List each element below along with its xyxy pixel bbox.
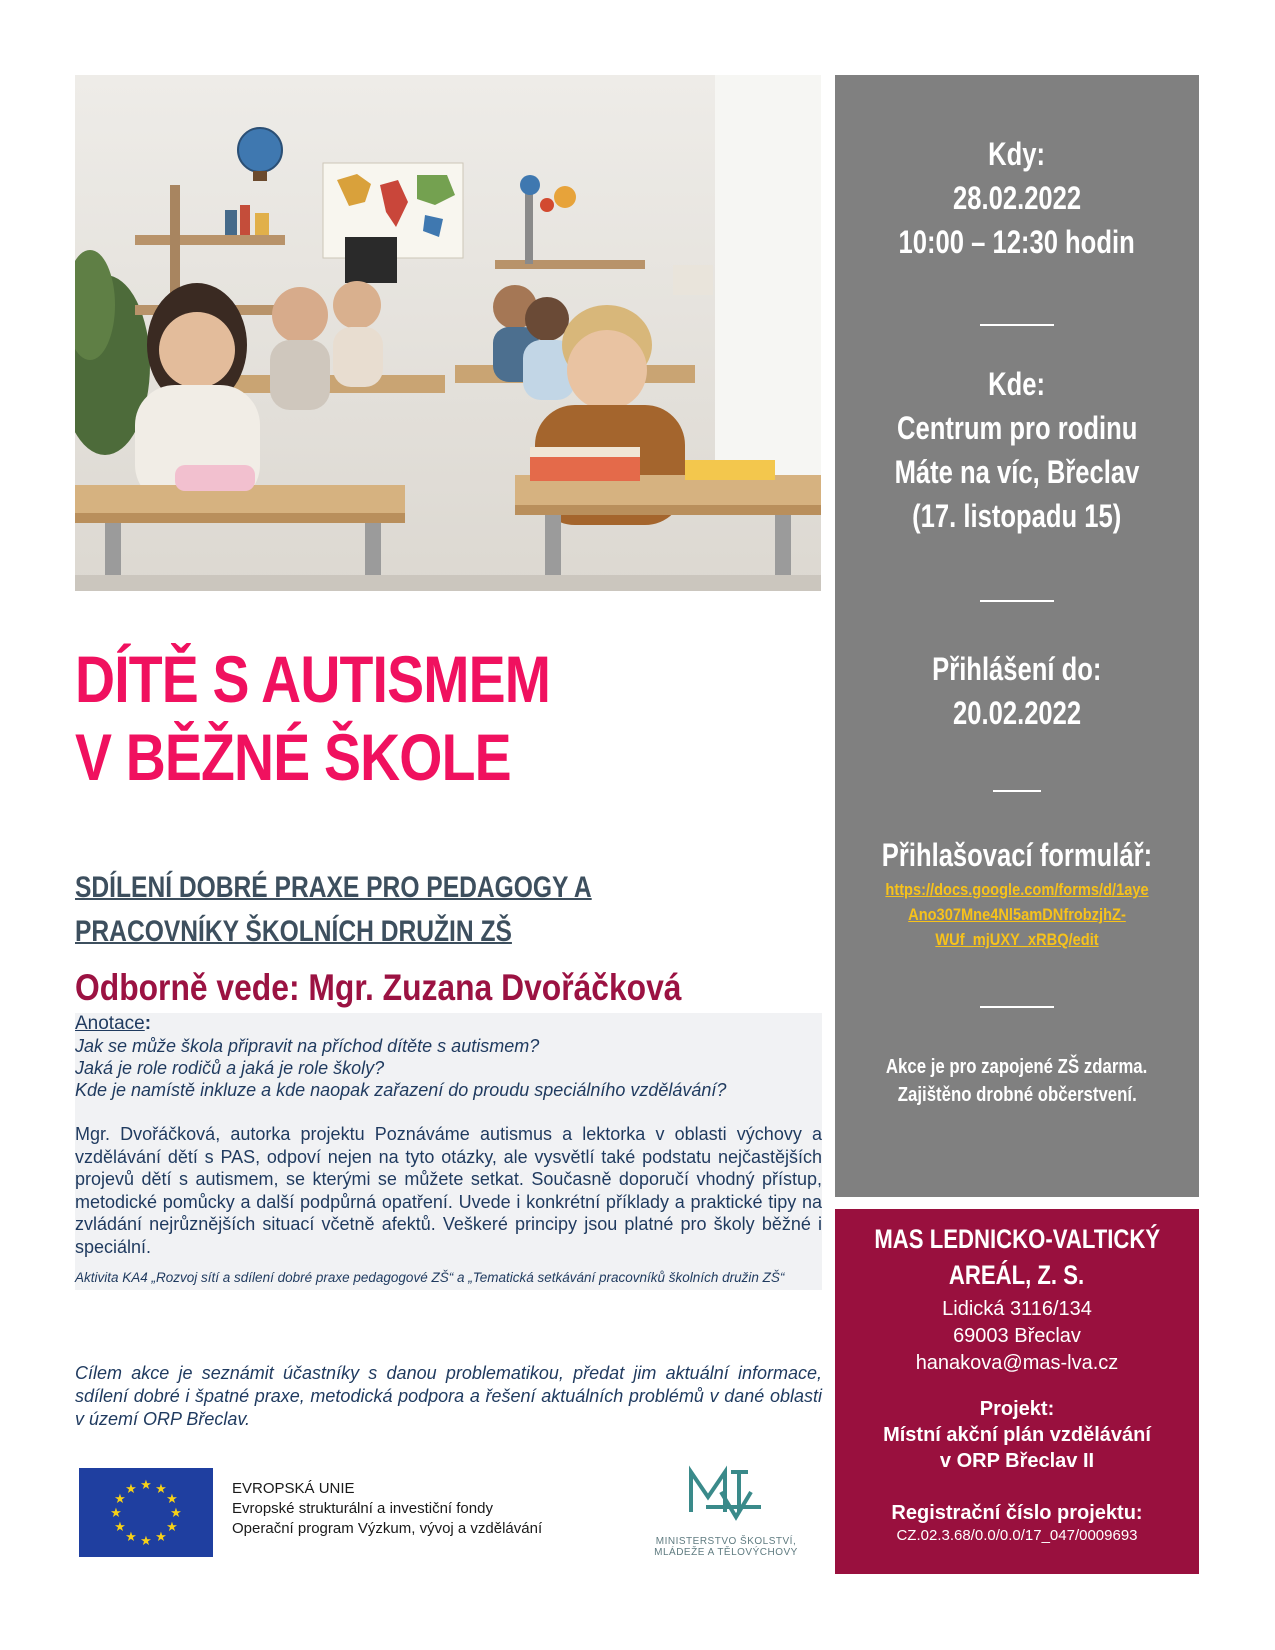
deadline-section — [835, 647, 1199, 735]
msmt-text — [636, 1536, 816, 1558]
when-time: 10:00 – 12:30 hodin — [898, 224, 1136, 260]
form-link-line-1: https://docs.google.com/forms/d/1aye — [885, 880, 1149, 899]
classroom-photo — [75, 75, 821, 591]
address-line-1: Lidická 3116/134 — [942, 1298, 1092, 1320]
registration-form-link[interactable] — [860, 877, 1173, 952]
when-date: 28.02.2022 — [952, 180, 1082, 216]
svg-text:★: ★ — [166, 1520, 178, 1535]
lecturer: Odborně vede: Mgr. Zuzana Dvořáčková — [75, 967, 682, 1008]
address-line-2: 69003 Břeclav — [953, 1325, 1081, 1347]
annotation-body: Mgr. Dvořáčková, autorka projektu Poznáváme autismus a lektorka v oblasti výchovy a vzdělávání dětí s PAS, odpoví nejen na tyto otázky, ale vysvětlí také podstatu nejčastějších projevů dětí s autismem, se kterými se můžete setkat. Současně doporučí vhodný přístup, metodické pomůcky a další podpůrná opatření. Uvede i konkrétní příklady a praktické tipy na zvládání nejrůznějších situací včetně afektů. Veškeré principy jsou platné pro školy běžné i speciální. — [75, 1124, 822, 1257]
reg-number: CZ.02.3.68/0.0/0.0/17_047/0009693 — [896, 1527, 1138, 1544]
eu-line-1: EVROPSKÁ UNIE — [232, 1480, 355, 1497]
subtitle-line-1: SDÍLENÍ DOBRÉ PRAXE PRO PEDAGOGY A — [75, 871, 592, 904]
where-section — [835, 362, 1199, 538]
title-line-2: V BĚŽNÉ ŠKOLE — [75, 720, 511, 794]
where-line-2: Máte na víc, Břeclav — [894, 454, 1140, 490]
annotation-heading-colon: : — [144, 1013, 152, 1034]
annotation-note: Aktivita KA4 „Rozvoj sítí a sdílení dobré praxe pedagogové ZŠ“ a „Tematická setkávání pracovníků školních družin ZŠ“ — [75, 1270, 785, 1285]
event-info-panel — [835, 75, 1199, 1197]
svg-text:★: ★ — [155, 1482, 167, 1497]
msmt-line-2: MLÁDEŽE A TĚLOVÝCHOVY — [654, 1547, 798, 1558]
annotation-box — [75, 1013, 822, 1290]
where-label: Kde: — [988, 366, 1046, 402]
annotation-question-1: Jak se může škola připravit na příchod dítěte s autismem? — [75, 1036, 540, 1056]
svg-text:★: ★ — [155, 1530, 167, 1545]
deadline-date: 20.02.2022 — [952, 695, 1082, 731]
project-line-1: Místní akční plán vzdělávání — [883, 1424, 1151, 1446]
annotation-heading — [75, 1013, 822, 1035]
free-line-1: Akce je pro zapojené ZŠ zdarma. — [886, 1056, 1148, 1078]
svg-text:★: ★ — [166, 1492, 178, 1507]
form-link-line-2: Ano307Mne4Nl5amDNfrobzjhZ- — [908, 905, 1126, 924]
project-info — [835, 1396, 1199, 1474]
msmt-line-1: MINISTERSTVO ŠKOLSTVÍ, — [655, 1536, 797, 1547]
registration-number-info — [835, 1500, 1199, 1546]
when-section — [835, 132, 1199, 264]
eu-line-3: Operační program Výzkum, vývoj a vzdělávání — [232, 1520, 543, 1537]
organizer-name-line-1: MAS LEDNICKO-VALTICKÝ — [874, 1224, 1160, 1254]
form-label: Přihlašovací formulář: — [881, 837, 1153, 873]
form-section — [835, 833, 1199, 952]
svg-text:★: ★ — [140, 1478, 152, 1493]
svg-text:★: ★ — [170, 1506, 182, 1521]
eu-flag-logo — [79, 1468, 213, 1557]
divider — [980, 1006, 1054, 1008]
project-label: Projekt: — [979, 1398, 1055, 1420]
event-subtitle — [75, 866, 649, 954]
title-line-1: DÍTĚ S AUTISMEM — [75, 642, 551, 716]
when-label: Kdy: — [988, 136, 1046, 172]
organizer-address — [835, 1296, 1199, 1377]
divider — [993, 790, 1041, 792]
eu-line-2: Evropské strukturální a investiční fondy — [232, 1500, 493, 1517]
free-line-2: Zajištěno drobné občerstvení. — [897, 1084, 1137, 1106]
organizer-email[interactable]: hanakova@mas-lva.cz — [915, 1352, 1119, 1374]
subtitle-line-2: PRACOVNÍKY ŠKOLNÍCH DRUŽIN ZŠ — [75, 915, 512, 948]
free-info — [835, 1053, 1199, 1109]
annotation-heading-text: Anotace — [75, 1013, 145, 1034]
where-line-3: (17. listopadu 15) — [912, 498, 1122, 534]
svg-text:★: ★ — [114, 1492, 126, 1507]
svg-text:★: ★ — [140, 1534, 152, 1549]
svg-text:★: ★ — [125, 1482, 137, 1497]
svg-text:★: ★ — [125, 1530, 137, 1545]
deadline-label: Přihlášení do: — [932, 651, 1102, 687]
divider — [980, 600, 1054, 602]
organizer-panel — [835, 1209, 1199, 1574]
svg-text:★: ★ — [114, 1520, 126, 1535]
reg-label: Registrační číslo projektu: — [891, 1502, 1143, 1524]
event-goal: Cílem akce je seznámit účastníky s danou problematikou, předat jim aktuální informace, sdílení dobré i špatné praxe, metodická podpora a řešení aktuálních problémů v dané oblasti v území ORP Břeclav. — [75, 1363, 822, 1429]
divider — [980, 324, 1054, 326]
organizer-name-line-2: AREÁL, Z. S. — [949, 1260, 1085, 1290]
project-line-2: v ORP Břeclav II — [939, 1450, 1095, 1472]
form-link-line-3: WUf_mjUXY_xRBQ/edit — [935, 930, 1099, 949]
svg-text:★: ★ — [110, 1506, 122, 1521]
annotation-question-3: Kde je namístě inkluze a kde naopak zařazení do proudu speciálního vzdělávání? — [75, 1080, 727, 1100]
eu-text — [232, 1479, 542, 1539]
event-title — [75, 640, 697, 796]
annotation-question-2: Jaká je role rodičů a jaká je role školy? — [75, 1058, 385, 1078]
organizer-name — [835, 1221, 1199, 1293]
where-line-1: Centrum pro rodinu — [896, 410, 1138, 446]
